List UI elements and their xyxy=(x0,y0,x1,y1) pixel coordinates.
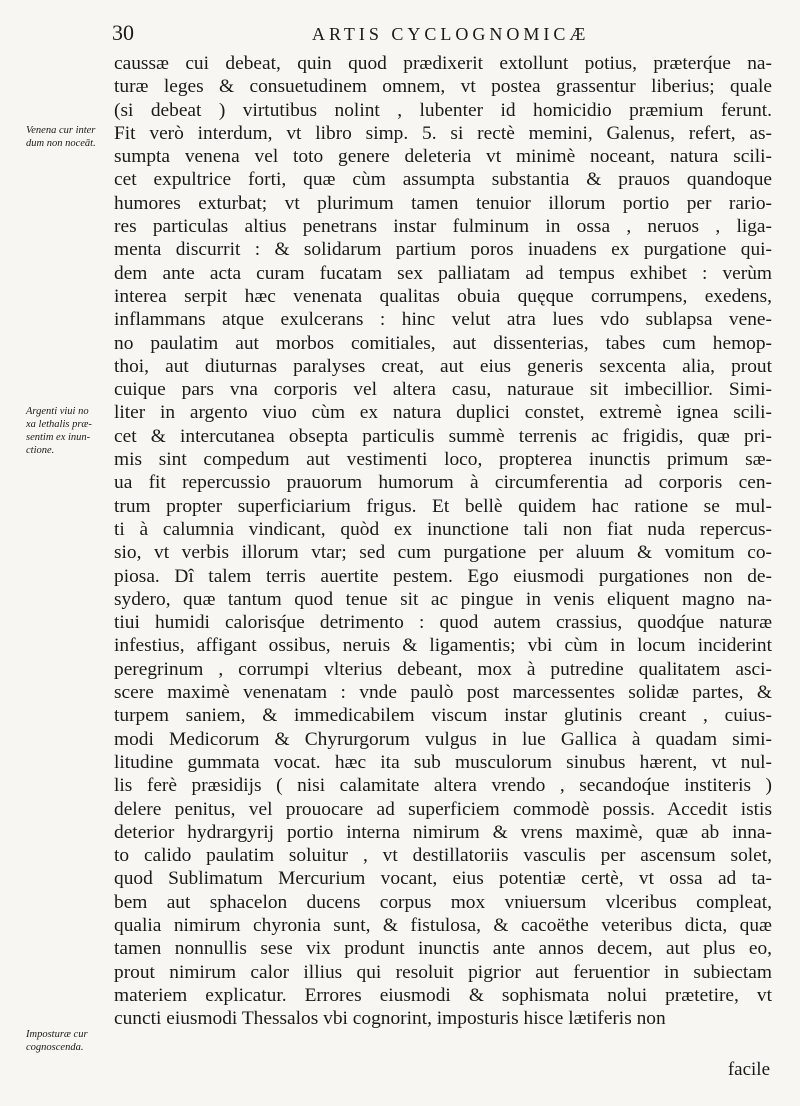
text-line: tamen nonnullis sese vix produnt inunctis ante annos decem, aut plus eo, xyxy=(114,938,772,960)
text-line: turpem saniem, & immedicabilem viscum instar glutinis creant , cuius- xyxy=(114,705,772,727)
text-line: sumpta venena vel toto genere deleteria vt minimè noceant, natura scili- xyxy=(114,146,772,168)
catchword: facile xyxy=(727,1059,770,1080)
text-line: inflammans atque exulcerans : hinc velut atra lues vdo sublapsa vene- xyxy=(114,309,772,331)
text-line: turæ leges & consuetudinem omnem, vt postea grassentur liberius; quale xyxy=(114,76,772,98)
margin-note-line: Argenti viui no xyxy=(26,406,89,417)
margin-note-line: Venena cur inter xyxy=(26,125,96,136)
text-line: ti à calumnia vindicant, quòd ex inunctione tali non fiat nuda repercus- xyxy=(114,518,772,540)
text-line: litudine gummata vocat. hæc ita sub musculorum sinubus hærent, vt nul- xyxy=(114,751,772,773)
text-line: Fit verò interdum, vt libro simp. 5. si rectè memini, Galenus, refert, as- xyxy=(114,122,772,144)
text-line: menta discurrit : & solidarum partium poros inuadens ex purgatione qui- xyxy=(114,239,772,261)
margin-note-imposturae xyxy=(26,1028,108,1054)
page-number: 30 xyxy=(112,20,134,45)
text-line: dem ante acta curam fucatam sex palliatam ad tempus exhibet : verùm xyxy=(114,262,772,284)
text-line: sio, vt verbis illorum vtar; sed cum purgatione per aluum & vomitum co- xyxy=(114,542,772,564)
margin-note-line: cognoscenda. xyxy=(26,1042,84,1053)
text-line: cet & intercutanea obsepta particulis summè terrenis ac frigidis, quæ pri- xyxy=(114,425,772,447)
text-line: caussæ cui debeat, quin quod prædixerit extollunt potius, præterq́ue na- xyxy=(114,53,772,74)
text-line: res particulas altius penetrans instar fulminum in ossa , neruos , liga- xyxy=(114,216,772,238)
text-line: modi Medicorum & Chyrurgorum vulgus in lue Gallica à quadam simi- xyxy=(114,728,772,750)
text-line: no paulatim aut morbos comitiales, aut dissenterias, tabes cum hemop- xyxy=(114,332,772,354)
text-line: prout nimirum calor illius qui resoluit pigrior aut feruentior in subiectam xyxy=(114,961,772,983)
running-head: ARTIS CYCLOGNOMICÆ xyxy=(312,24,590,44)
text-line: deterior hydrargyrij portio interna nimirum & vrens maximè, quæ ab inna- xyxy=(114,821,772,843)
text-line: infestius, affigant ossibus, neruis & ligamentis; vbi cùm in locum inciderint xyxy=(114,635,772,657)
text-line: thoi, aut diuturnas paralyses creat, aut eius generis sexcenta alia, prout xyxy=(114,355,772,377)
text-line: quod Sublimatum Mercurium vocant, eius potentiæ certè, vt ossa ad ta- xyxy=(114,868,772,890)
margin-note-venena xyxy=(26,124,108,150)
text-line: piosa. Dî talem terris auertite pestem. Ego eiusmodi purgationes non de- xyxy=(114,565,772,587)
margin-note-line: sentim ex inun- xyxy=(26,432,91,443)
text-line: liter in argento viuo cùm ex natura duplici constet, extremè ignea scili- xyxy=(114,402,772,424)
text-line: materiem explicatur. Errores eiusmodi & sophismata nolui prætetire, vt xyxy=(114,984,772,1006)
text-line: cuique pars vna corporis vel altera casu, naturaue sit imbecillior. Simi- xyxy=(114,379,772,401)
text-line: humores exturbat; vt plurimum tamen tenuior illorum portio per rario- xyxy=(114,192,772,214)
text-line: qualia nimirum chyronia sunt, & fistulosa, & cacoëthe veteribus dicta, quæ xyxy=(114,914,772,936)
margin-note-argenti xyxy=(26,405,108,457)
text-line: mis sint compedum aut vestimenti loco, propterea inunctis primum sæ- xyxy=(114,449,772,471)
text-line: lis ferè præsidijs ( nisi calamitate altera vrendo , secandoq́ue institeris ) xyxy=(114,775,772,797)
text-line: bem aut sphacelon ducens corpus mox vniuersum vlceribus compleat, xyxy=(114,891,772,913)
text-line: ua fit repercussio prauorum humorum à circumferentia ad corporis cen- xyxy=(114,472,772,494)
text-line: scere maximè venenatam : vnde paulò post marcessentes solidæ partes, & xyxy=(114,682,772,704)
page-header xyxy=(112,20,772,46)
text-line: trum propter superficiarium frigus. Et bellè quidem hac ratione se mul- xyxy=(114,495,772,517)
margin-note-line: dum non noceāt. xyxy=(26,138,96,149)
text-line: sydero, quæ tantum quod tenue sit ac pingue in venis eliquent magno na- xyxy=(114,588,772,610)
text-line: cuncti eiusmodi Thessalos vbi cognorint, imposturis hisce lætiferis non xyxy=(114,1008,666,1030)
text-line: tiui humidi calorisq́ue detrimento : quod autem crassius, quodq́ue naturæ xyxy=(114,612,772,634)
margin-note-line: ctione. xyxy=(26,445,55,456)
margin-note-line: xa lethalis præ- xyxy=(26,419,92,430)
text-line: peregrinum , corrumpi vlterius debeant, mox à putredine qualitatem asci- xyxy=(114,658,772,680)
text-line: delere penitus, vel prouocare ad superficiem commodè possis. Accedit istis xyxy=(114,798,772,820)
body-text xyxy=(114,52,772,1030)
text-line: interea serpit hæc venenata qualitas obuia quęque corrumpens, exedens, xyxy=(114,285,772,307)
text-line: to calido paulatim soluitur , vt destillatoriis vasculis per ascensum solet, xyxy=(114,845,772,867)
text-line: (si debeat ) virtutibus nolint , lubenter id homicidio præmium ferunt. xyxy=(114,99,772,121)
margin-note-line: Imposturæ cur xyxy=(26,1029,88,1040)
text-line: cet expultrice forti, quæ cùm assumpta substantia & prauos quandoque xyxy=(114,169,772,191)
